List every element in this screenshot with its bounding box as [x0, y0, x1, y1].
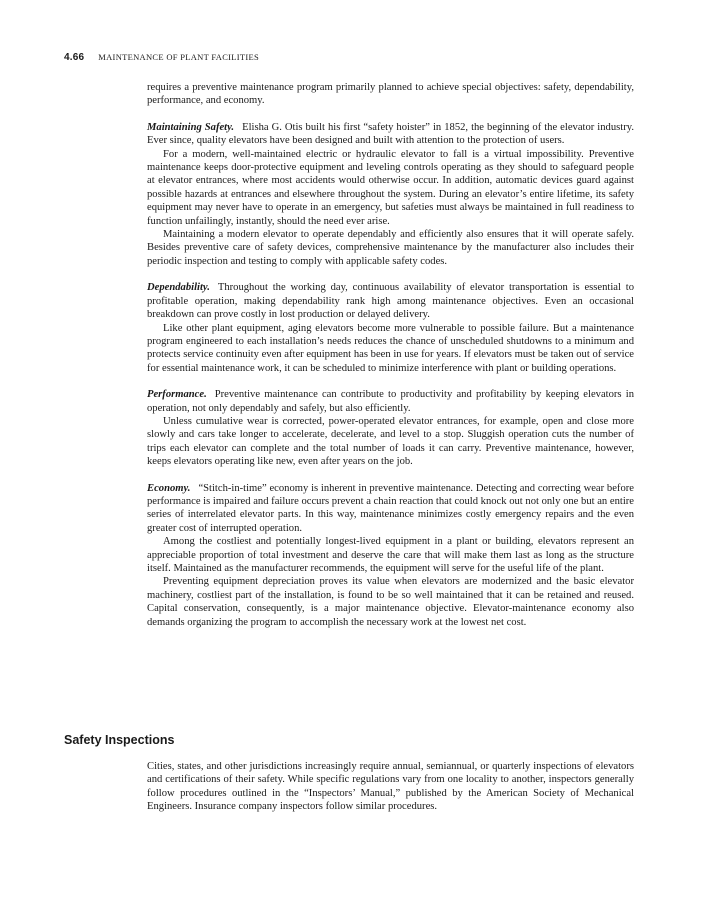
run-in-heading-safety: Maintaining Safety.	[147, 121, 235, 133]
section-economy	[147, 482, 634, 629]
performance-paragraph-2: Unless cumulative wear is corrected, power-operated elevator entrances, for example, open and close more slowly and cars take longer to accelerate, decelerate, and level to a stop. Sluggish operation cuts the number of trips each elevator can complete and the total number of loads it can carry. Preventive maintenance, however, keeps elevators operating like new, even after years on the job.	[147, 415, 634, 468]
safety-inspections-text-column	[147, 760, 634, 814]
dependability-paragraph-1	[147, 281, 634, 321]
dependability-paragraph-2: Like other plant equipment, aging elevators become more vulnerable to possible failure. But a maintenance program engineered to each installation’s needs reduces the chance of unscheduled shutdowns to a minimum and protects service continuity even after equipment has been in use for years. If elevators must be taken out of service for essential maintenance work, it can be scheduled to minimize interference with plant or building operations.	[147, 322, 634, 374]
page-number: 4.66	[64, 52, 85, 63]
section-dependability	[147, 281, 634, 375]
safety-paragraph-2: For a modern, well-maintained electric or hydraulic elevator to fall is a virtual impossibility. Preventive maintenance keeps door-protective equipment and leveling controls operating as they should to safeguard people at elevator entrances, where most accidents would otherwise occur. In addition, automatic devices guard against possible hazards at entrances and elsewhere throughout the system. During an elevator’s entire lifetime, its safety equipment may never have to operate in an emergency, but safeties must always be maintained in full readiness to function unfailingly, instantly, should the need ever arise.	[147, 148, 634, 227]
run-in-heading-economy: Economy.	[147, 482, 191, 494]
safety-paragraph-1	[147, 121, 634, 148]
running-head: MAINTENANCE OF PLANT FACILITIES	[98, 52, 260, 62]
page-header	[64, 52, 664, 63]
performance-paragraph-1	[147, 388, 634, 415]
run-in-heading-performance: Performance.	[147, 389, 207, 401]
section-performance	[147, 388, 634, 468]
safety-text-1: Elisha G. Otis built his first “safety hoister” in 1852, the beginning of the elevator industry. Ever since, quality elevators have been designed and built with attention to the protection of users.	[147, 121, 634, 147]
economy-paragraph-2: Among the costliest and potentially longest-lived equipment in a plant or building, elevators represent an appreciable proportion of total investment and deserve the care that will make them last as long as the structure itself. Maintained as the manufacturer recommends, the equipment will serve for the useful life of the plant.	[147, 536, 634, 574]
section-heading-safety-inspections: Safety Inspections	[64, 733, 175, 747]
section-maintaining-safety	[147, 121, 634, 268]
intro-paragraph: requires a preventive maintenance program primarily planned to achieve special objectives: safety, dependability, performance, and economy.	[147, 82, 634, 107]
run-in-heading-dependability: Dependability.	[147, 282, 210, 294]
economy-text-1: “Stitch-in-time” economy is inherent in preventive maintenance. Detecting and correcting wear before performance is impaired and failure occurs prevent a chain reaction that could knock out not only one but an entire series of interrelated elevator parts. In this way, maintenance minimizes costly emergency repairs and the even greater cost of interrupted operation.	[147, 482, 634, 534]
main-text-column	[147, 81, 634, 629]
dependability-text-1: Throughout the working day, continuous availability of elevator transportation is essential to profitable operation, making dependability rank high among maintenance objectives. Even an occasional breakdown can prove costly in lost production or delayed delivery.	[147, 282, 634, 321]
safety-inspections-paragraph-1: Cities, states, and other jurisdictions increasingly require annual, semiannual, or quarterly inspections of elevators and certifications of their safety. While specific regulations vary from one locality to another, inspectors generally follow procedures outlined in the “Inspectors’ Manual,” published by the American Society of Mechanical Engineers. Insurance company inspectors follow similar procedures.	[147, 761, 634, 813]
performance-text-1: Preventive maintenance can contribute to productivity and profitability by keeping elevators in operation, not only dependably and safely, but also efficiently.	[147, 389, 634, 414]
economy-paragraph-3: Preventing equipment depreciation proves its value when elevators are modernized and the basic elevator machinery, costliest part of the installation, is found to be so well maintained that it can be retained and reused. Capital conservation, consequently, is a major maintenance objective. Elevator-maintenance economy also demands organizing the program to accomplish the necessary work at the lowest net cost.	[147, 576, 634, 628]
safety-paragraph-3: Maintaining a modern elevator to operate dependably and efficiently also ensures that it will operate safely. Besides preventive care of safety devices, comprehensive maintenance by the manufacturer also includes their periodic inspection and testing to comply with applicable safety codes.	[147, 229, 634, 267]
economy-paragraph-1	[147, 482, 634, 536]
